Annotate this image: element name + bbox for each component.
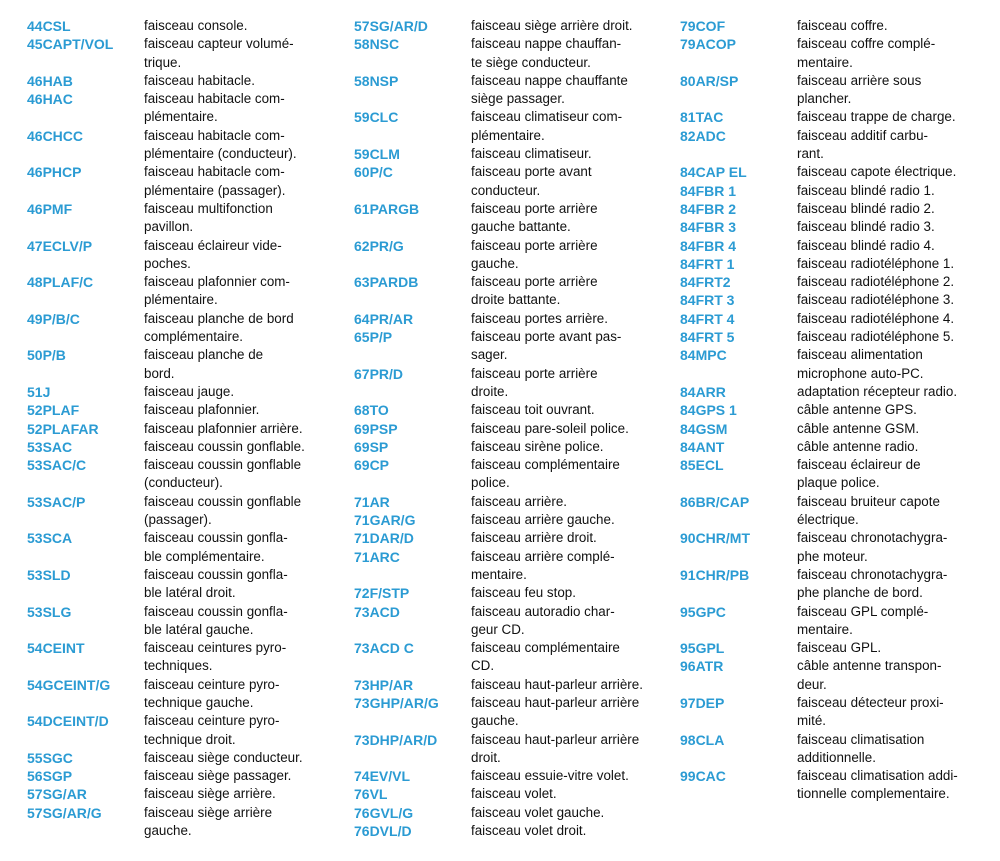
harness-code: 84FBR 3 <box>680 219 737 236</box>
list-item <box>354 529 660 547</box>
harness-description: faisceau climatisation addi- tionnelle complementaire. <box>797 768 958 802</box>
list-item <box>27 785 333 803</box>
harness-description: faisceau plafonnier com- plémentaire. <box>144 274 290 308</box>
harness-description: faisceau haut-parleur arrière gauche. <box>471 694 640 729</box>
harness-description: faisceau arrière sous plancher. <box>797 72 922 107</box>
list-item <box>354 694 660 731</box>
list-item <box>680 255 986 273</box>
list-item <box>354 456 660 493</box>
list-item <box>680 383 986 401</box>
harness-code: 95GPL <box>680 640 725 657</box>
harness-code: 46CHCC <box>27 127 84 144</box>
harness-description: faisceau ceintures pyro- techniques. <box>144 640 287 674</box>
list-item <box>354 731 660 768</box>
harness-code: 85ECL <box>680 457 724 474</box>
harness-description: faisceau nappe chauffan- te siège conducteur. <box>471 36 622 70</box>
list-item <box>680 127 986 164</box>
harness-code: 73HP/AR <box>354 676 414 693</box>
list-item <box>680 401 986 419</box>
harness-description: faisceau éclaireur de plaque police. <box>797 457 921 491</box>
harness-code: 57SG/AR/D <box>354 18 428 34</box>
harness-code: 54DCEINT/D <box>27 713 109 730</box>
harness-description: faisceau autoradio char- geur CD. <box>471 603 615 637</box>
harness-code: 57SG/AR <box>27 786 87 803</box>
harness-code: 55SGC <box>27 749 73 766</box>
list-item <box>27 346 333 383</box>
harness-code: 84GSM <box>680 420 728 437</box>
harness-code: 71AR <box>354 493 390 510</box>
harness-description: faisceau porte arrière gauche battante. <box>471 200 598 235</box>
harness-code: 79ACOP <box>680 36 737 53</box>
list-item <box>354 493 660 511</box>
harness-description: faisceau haut-parleur arrière droit. <box>471 731 640 765</box>
harness-code: 81TAC <box>680 109 724 126</box>
list-item <box>354 145 660 163</box>
harness-description: faisceau radiotéléphone 4. <box>797 310 955 326</box>
list-item <box>27 163 333 200</box>
column-2 <box>354 17 660 840</box>
harness-description: faisceau coussin gonflable (conducteur). <box>144 457 302 491</box>
harness-code: 59CLM <box>354 146 400 163</box>
list-item <box>27 200 333 237</box>
harness-code: 84FBR 2 <box>680 200 737 217</box>
harness-code: 91CHR/PB <box>680 566 750 583</box>
harness-description: faisceau climatisation additionnelle. <box>797 731 925 765</box>
list-item <box>354 200 660 237</box>
list-item <box>354 310 660 328</box>
harness-description: faisceau blindé radio 2. <box>797 200 935 216</box>
harness-description: faisceau siège arrière gauche. <box>144 804 273 839</box>
list-item <box>27 456 333 493</box>
list-item <box>680 17 986 35</box>
harness-code: 84FRT 4 <box>680 310 735 327</box>
list-item <box>354 804 660 822</box>
harness-description: faisceau porte avant conducteur. <box>471 164 592 198</box>
harness-description: faisceau feu stop. <box>471 585 576 601</box>
harness-description: faisceau arrière droit. <box>471 530 597 546</box>
list-item <box>680 529 986 566</box>
harness-description: faisceau volet. <box>471 786 557 802</box>
harness-code: 57SG/AR/G <box>27 804 102 821</box>
harness-code: 73DHP/AR/D <box>354 731 438 748</box>
list-item <box>680 657 986 694</box>
list-item <box>354 108 660 145</box>
harness-description: faisceau arrière complé- mentaire. <box>471 548 615 582</box>
harness-code: 98CLA <box>680 731 725 748</box>
harness-code: 72F/STP <box>354 585 410 602</box>
harness-code: 84CAP EL <box>680 164 747 181</box>
harness-description: faisceau chronotachygra- phe planche de bord. <box>797 566 948 601</box>
list-item <box>680 566 986 603</box>
list-item <box>680 456 986 493</box>
list-item <box>354 548 660 585</box>
harness-description: faisceau trappe de charge. <box>797 109 956 125</box>
harness-description: faisceau plafonnier. <box>144 402 260 418</box>
harness-code: 80AR/SP <box>680 72 739 89</box>
harness-description: faisceau toit ouvrant. <box>471 402 595 418</box>
harness-description: faisceau coussin gonflable. <box>144 438 305 454</box>
list-item <box>354 438 660 456</box>
harness-code: 99CAC <box>680 768 726 785</box>
list-item <box>27 566 333 603</box>
column-1 <box>27 17 333 840</box>
harness-code: 49P/B/C <box>27 310 80 327</box>
harness-code: 53SAC <box>27 438 73 455</box>
harness-description: faisceau siège conducteur. <box>144 749 303 765</box>
list-item <box>354 365 660 402</box>
harness-description: faisceau habitacle com- plémentaire. <box>144 91 285 125</box>
harness-description: câble antenne transpon- deur. <box>797 658 942 692</box>
harness-code: 60P/C <box>354 164 393 181</box>
column-3 <box>680 17 986 804</box>
harness-description: faisceau porte arrière droite battante. <box>471 274 598 308</box>
list-item <box>680 328 986 346</box>
list-item <box>354 163 660 200</box>
harness-code: 84FRT 1 <box>680 255 735 272</box>
list-item <box>354 237 660 274</box>
harness-code: 65P/P <box>354 329 393 346</box>
harness-code: 84FRT 3 <box>680 292 735 309</box>
list-item <box>27 72 333 90</box>
harness-description: faisceau GPL complé- mentaire. <box>797 603 929 637</box>
harness-description: faisceau essuie-vitre volet. <box>471 768 629 784</box>
harness-description: faisceau radiotéléphone 2. <box>797 274 955 290</box>
list-item <box>680 420 986 438</box>
list-item <box>354 420 660 438</box>
list-item <box>354 328 660 365</box>
harness-description: faisceau blindé radio 3. <box>797 219 935 235</box>
harness-description: faisceau bruiteur capote électrique. <box>797 493 940 528</box>
harness-code: 76GVL/G <box>354 804 414 821</box>
harness-code: 51J <box>27 383 51 400</box>
harness-code: 84GPS 1 <box>680 402 737 419</box>
harness-description: faisceau nappe chauffante siège passager. <box>471 72 628 107</box>
harness-code: 84ARR <box>680 383 726 400</box>
harness-description: adaptation récepteur radio. <box>797 383 958 399</box>
list-item <box>27 603 333 640</box>
list-item <box>354 785 660 803</box>
harness-code: 84FBR 1 <box>680 182 737 199</box>
harness-description: faisceau multifonction pavillon. <box>144 200 273 235</box>
harness-code: 53SCA <box>27 530 73 547</box>
harness-code: 84ANT <box>680 438 725 455</box>
harness-code: 96ATR <box>680 658 724 675</box>
harness-code: 84MPC <box>680 347 727 364</box>
harness-description: faisceau coussin gonfla- ble latéral droit. <box>144 566 288 601</box>
harness-code: 71ARC <box>354 548 400 565</box>
harness-description: faisceau coffre. <box>797 18 888 33</box>
list-item <box>680 493 986 530</box>
harness-description: faisceau coussin gonfla- ble complémentaire. <box>144 530 288 564</box>
harness-description: faisceau planche de bord complémentaire. <box>144 310 294 345</box>
list-item <box>354 639 660 676</box>
list-item <box>27 767 333 785</box>
harness-code: 73GHP/AR/G <box>354 694 439 711</box>
list-item <box>680 72 986 109</box>
harness-code: 73ACD <box>354 603 400 620</box>
harness-description: câble antenne radio. <box>797 438 919 454</box>
list-item <box>680 310 986 328</box>
harness-description: faisceau ceinture pyro- technique droit. <box>144 713 280 747</box>
harness-code: 84FBR 4 <box>680 237 737 254</box>
harness-description: faisceau capteur volumé- trique. <box>144 36 294 70</box>
harness-code: 64PR/AR <box>354 310 414 327</box>
harness-description: faisceau radiotéléphone 5. <box>797 329 955 345</box>
harness-code: 71GAR/G <box>354 512 416 529</box>
harness-code: 95GPC <box>680 603 726 620</box>
harness-code: 69SP <box>354 438 389 455</box>
list-item <box>354 603 660 640</box>
harness-code: 71DAR/D <box>354 530 414 547</box>
harness-code: 69PSP <box>354 420 398 437</box>
harness-description: faisceau coussin gonflable (passager). <box>144 493 302 528</box>
list-item <box>27 401 333 419</box>
harness-description: faisceau ceinture pyro- technique gauche. <box>144 676 280 710</box>
harness-code: 56SGP <box>27 768 73 785</box>
list-item <box>27 749 333 767</box>
harness-code: 84FRT 5 <box>680 329 735 346</box>
harness-code: 74EV/VL <box>354 768 411 785</box>
harness-description: faisceau arrière. <box>471 493 568 509</box>
harness-code: 61PARGB <box>354 200 420 217</box>
harness-description: faisceau chronotachygra- phe moteur. <box>797 530 948 564</box>
list-item <box>354 35 660 72</box>
harness-description: faisceau complémentaire police. <box>471 457 620 491</box>
list-item <box>27 273 333 310</box>
harness-code: 69CP <box>354 457 390 474</box>
harness-description: faisceau porte arrière droite. <box>471 365 598 399</box>
harness-description: faisceau jauge. <box>144 383 235 399</box>
harness-code: 45CAPT/VOL <box>27 36 114 53</box>
list-item <box>27 529 333 566</box>
harness-description: faisceau complémentaire CD. <box>471 640 620 674</box>
list-item <box>680 767 986 804</box>
list-item <box>354 511 660 529</box>
harness-description: faisceau coussin gonfla- ble latéral gauche. <box>144 603 288 637</box>
list-item <box>27 438 333 456</box>
harness-code: 44CSL <box>27 18 71 34</box>
list-item <box>354 767 660 785</box>
harness-code: 50P/B <box>27 347 66 364</box>
harness-description: faisceau plafonnier arrière. <box>144 420 303 436</box>
harness-description: faisceau habitacle com- plémentaire (passager). <box>144 164 286 198</box>
harness-code: 62PR/G <box>354 237 404 254</box>
list-item <box>27 35 333 72</box>
list-item <box>27 420 333 438</box>
list-item <box>354 676 660 694</box>
harness-description: faisceau pare-soleil police. <box>471 420 629 436</box>
harness-code: 76DVL/D <box>354 823 412 840</box>
harness-description: faisceau radiotéléphone 1. <box>797 255 955 271</box>
list-item <box>27 712 333 749</box>
list-item <box>354 822 660 840</box>
list-item <box>27 90 333 127</box>
harness-description: faisceau sirène police. <box>471 438 604 454</box>
harness-description: faisceau volet gauche. <box>471 804 605 820</box>
list-item <box>680 182 986 200</box>
list-item <box>680 200 986 218</box>
harness-description: câble antenne GSM. <box>797 420 920 436</box>
harness-description: faisceau coffre complé- mentaire. <box>797 36 936 70</box>
harness-code: 46HAB <box>27 72 73 89</box>
list-item <box>27 17 333 35</box>
harness-code: 58NSP <box>354 72 399 89</box>
harness-code: 46HAC <box>27 91 73 108</box>
list-item <box>27 127 333 164</box>
harness-description: faisceau détecteur proxi- mité. <box>797 694 944 729</box>
harness-description: faisceau siège arrière. <box>144 786 276 802</box>
list-item <box>27 639 333 676</box>
list-item <box>354 273 660 310</box>
harness-code: 63PARDB <box>354 274 419 291</box>
harness-code: 59CLC <box>354 109 399 126</box>
harness-code: 47ECLV/P <box>27 237 93 254</box>
list-item <box>27 237 333 274</box>
harness-code: 52PLAFAR <box>27 420 99 437</box>
list-item <box>680 35 986 72</box>
harness-description: faisceau habitacle. <box>144 72 255 88</box>
harness-code: 53SAC/P <box>27 493 86 510</box>
harness-code: 53SLG <box>27 603 72 620</box>
harness-description: faisceau radiotéléphone 3. <box>797 292 955 308</box>
harness-description: faisceau console. <box>144 18 248 33</box>
harness-description: faisceau arrière gauche. <box>471 512 615 528</box>
harness-code: 48PLAF/C <box>27 274 94 291</box>
harness-description: faisceau additif carbu- rant. <box>797 127 929 162</box>
harness-code: 46PMF <box>27 200 73 217</box>
harness-description: faisceau siège arrière droit. <box>471 18 633 33</box>
harness-description: faisceau blindé radio 1. <box>797 182 935 198</box>
harness-description: faisceau capote électrique. <box>797 164 957 180</box>
list-item <box>354 401 660 419</box>
harness-description: faisceau volet droit. <box>471 823 587 839</box>
harness-description: faisceau climatiseur com- plémentaire. <box>471 109 623 143</box>
list-item <box>680 438 986 456</box>
list-item <box>27 383 333 401</box>
harness-description: faisceau alimentation microphone auto-PC. <box>797 347 924 381</box>
harness-description: câble antenne GPS. <box>797 402 917 418</box>
harness-code: 53SAC/C <box>27 457 87 474</box>
harness-code: 58NSC <box>354 36 400 53</box>
list-item <box>680 639 986 657</box>
harness-code: 52PLAF <box>27 402 80 419</box>
list-item <box>680 694 986 731</box>
list-item <box>680 108 986 126</box>
harness-code: 82ADC <box>680 127 726 144</box>
list-item <box>27 310 333 347</box>
harness-code: 53SLD <box>27 566 71 583</box>
harness-code: 97DEP <box>680 694 725 711</box>
harness-description: faisceau planche de bord. <box>144 347 264 381</box>
list-item <box>27 804 333 841</box>
list-item <box>680 603 986 640</box>
list-item <box>680 731 986 768</box>
harness-description: faisceau climatiseur. <box>471 146 592 162</box>
list-item <box>27 493 333 530</box>
harness-description: faisceau haut-parleur arrière. <box>471 676 643 692</box>
harness-code: 54GCEINT/G <box>27 676 111 693</box>
harness-code: 76VL <box>354 786 388 803</box>
harness-description: faisceau porte avant pas- sager. <box>471 329 622 363</box>
harness-code: 68TO <box>354 402 389 419</box>
list-item <box>354 584 660 602</box>
list-item <box>27 676 333 713</box>
harness-code: 54CEINT <box>27 640 85 657</box>
list-item <box>680 273 986 291</box>
list-item <box>354 17 660 35</box>
harness-code: 73ACD C <box>354 640 414 657</box>
harness-description: faisceau siège passager. <box>144 768 292 784</box>
list-item <box>680 237 986 255</box>
harness-description: faisceau éclaireur vide- poches. <box>144 237 282 271</box>
list-item <box>680 163 986 181</box>
harness-code: 79COF <box>680 18 726 34</box>
harness-description: faisceau habitacle com- plémentaire (conducteur). <box>144 127 297 162</box>
list-item <box>680 218 986 236</box>
harness-code: 84FRT2 <box>680 274 731 291</box>
harness-description: faisceau portes arrière. <box>471 310 608 326</box>
harness-description: faisceau porte arrière gauche. <box>471 237 598 271</box>
list-item <box>680 291 986 309</box>
harness-description: faisceau blindé radio 4. <box>797 237 935 253</box>
harness-description: faisceau GPL. <box>797 640 882 656</box>
harness-code: 46PHCP <box>27 164 82 181</box>
list-item <box>354 72 660 109</box>
harness-code: 86BR/CAP <box>680 493 750 510</box>
list-item <box>680 346 986 383</box>
harness-code: 90CHR/MT <box>680 530 751 547</box>
harness-code: 67PR/D <box>354 365 404 382</box>
